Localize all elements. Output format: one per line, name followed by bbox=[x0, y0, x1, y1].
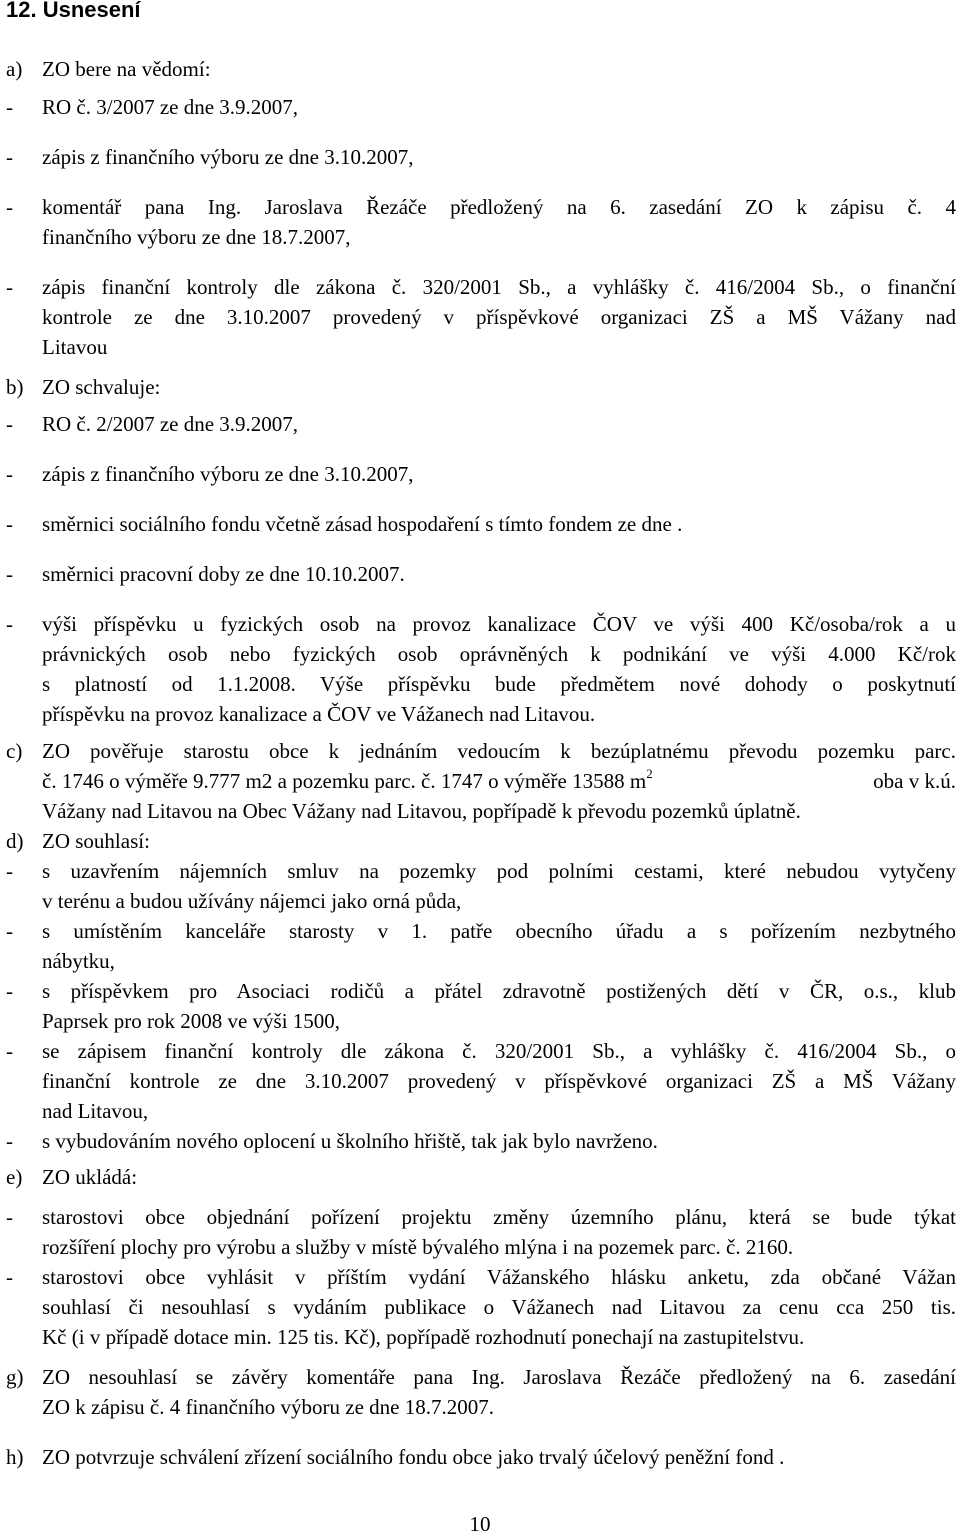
dash: - bbox=[6, 859, 13, 883]
section-e-title: ZO ukládá: bbox=[42, 1165, 138, 1189]
list-item-continuation: nábytku, bbox=[42, 949, 115, 973]
section-heading: 12. Usnesení bbox=[6, 0, 141, 22]
page-number: 10 bbox=[469, 1512, 491, 1536]
dash: - bbox=[6, 462, 13, 486]
dash: - bbox=[6, 612, 13, 636]
list-item: - směrnici sociálního fondu včetně zásad hospodaření s tímto fondem ze dne . bbox=[6, 512, 683, 536]
list-item-continuation: Litavou bbox=[42, 335, 108, 359]
list-item-continuation: rozšíření plochy pro výrobu a služby v místě bývalého mlýna i na pozemek parc. č. 2160. bbox=[42, 1235, 794, 1259]
list-item: - zápis z finančního výboru ze dne 3.10.2007, bbox=[6, 145, 414, 169]
list-item-continuation: kontrole ze dne 3.10.2007 provedený v příspěvkové organizaci ZŠ a MŠ Vážany nad bbox=[42, 305, 956, 329]
list-item: - s vybudováním nového oplocení u školního hřiště, tak jak bylo navrženo. bbox=[6, 1129, 658, 1153]
section-b-title-line bbox=[0, 373, 960, 401]
dash: - bbox=[6, 1205, 13, 1229]
section-b-title: ZO schvaluje: bbox=[42, 375, 161, 399]
list-item: - RO č. 3/2007 ze dne 3.9.2007, bbox=[6, 95, 299, 119]
section-c-line: č. 1746 o výměře 9.777 m2 a pozemku parc. č. 1747 o výměře 13588 $m^2$ oba v k.ú. bbox=[42, 766, 956, 793]
section-c-marker: c) bbox=[6, 739, 23, 763]
list-item-continuation: právnických osob nebo fyzických osob oprávněných k podnikání ve výši 4.000 Kč/rok bbox=[42, 642, 956, 666]
dash: - bbox=[6, 1039, 13, 1063]
section-a-marker: a) bbox=[6, 57, 23, 81]
dash: - bbox=[6, 1265, 13, 1289]
section-g-marker: g) bbox=[6, 1365, 24, 1389]
list-item-continuation: v terénu a budou užívány nájemci jako orná půda, bbox=[42, 889, 462, 913]
list-item: - RO č. 2/2007 ze dne 3.9.2007, bbox=[6, 412, 299, 436]
list-item-continuation: finančního výboru ze dne 18.7.2007, bbox=[42, 225, 351, 249]
list-item-continuation: Paprsek pro rok 2008 ve výši 1500, bbox=[42, 1009, 341, 1033]
section-h-line: h) ZO potvrzuje schválení zřízení sociálního fondu obce jako trvalý účelový peněžní fond . bbox=[6, 1445, 785, 1469]
section-e-marker: e) bbox=[6, 1165, 23, 1189]
list-item: - s umístěním kanceláře starosty v 1. patře obecního úřadu a s pořízením nezbytného bbox=[6, 919, 956, 943]
list-item-continuation: nad Litavou, bbox=[42, 1099, 149, 1123]
dash: - bbox=[6, 412, 13, 436]
list-item-continuation: s platností od 1.1.2008. Výše příspěvku bude předmětem nové dohody o poskytnutí bbox=[42, 672, 956, 696]
list-item: - směrnici pracovní doby ze dne 10.10.2007. bbox=[6, 562, 405, 586]
dash: - bbox=[6, 95, 13, 119]
section-d-marker: d) bbox=[6, 829, 24, 853]
dash: - bbox=[6, 919, 13, 943]
section-e-title-line bbox=[0, 1163, 960, 1191]
section-d-title-line bbox=[0, 827, 960, 855]
list-item-continuation: příspěvku na provoz kanalizace a ČOV ve Vážanech nad Litavou. bbox=[42, 702, 596, 726]
list-item-continuation: souhlasí či nesouhlasí s vydáním publikace o Vážanech nad Litavou za cenu cca 250 tis. bbox=[42, 1295, 956, 1319]
list-item: - zápis finanční kontroly dle zákona č. 320/2001 Sb., a vyhlášky č. 416/2004 Sb., o finanční bbox=[6, 275, 956, 299]
section-d-title: ZO souhlasí: bbox=[42, 829, 150, 853]
list-item: - s příspěvkem pro Asociaci rodičů a přátel zdravotně postižených dětí v ČR, o.s., klub bbox=[6, 979, 956, 1003]
section-g-line: ZO k zápisu č. 4 finančního výboru ze dne 18.7.2007. bbox=[42, 1395, 494, 1419]
list-item-continuation: Kč (i v případě dotace min. 125 tis. Kč), popřípadě rozhodnutí ponechají na zastupitelstvu. bbox=[42, 1325, 805, 1349]
list-item: - zápis z finančního výboru ze dne 3.10.2007, bbox=[6, 462, 414, 486]
section-b-marker: b) bbox=[6, 375, 24, 399]
section-c-line: c) ZO pověřuje starostu obce k jednáním vedoucím k bezúplatnému převodu pozemku parc. bbox=[6, 739, 956, 763]
dash: - bbox=[6, 512, 13, 536]
list-item: - se zápisem finanční kontroly dle zákona č. 320/2001 Sb., a vyhlášky č. 416/2004 Sb., o bbox=[6, 1039, 956, 1063]
list-item: - starostovi obce vyhlásit v příštím vydání Vážanského hlásku anketu, zda občané Vážan bbox=[6, 1265, 956, 1289]
list-item: - výši příspěvku u fyzických osob na provoz kanalizace ČOV ve výši 400 Kč/osoba/rok a u bbox=[6, 612, 956, 636]
superscript: 2 bbox=[646, 766, 653, 781]
list-item-continuation: finanční kontrole ze dne 3.10.2007 provedený v příspěvkové organizaci ZŠ a MŠ Vážany bbox=[42, 1069, 956, 1093]
section-a-title: ZO bere na vědomí: bbox=[42, 57, 211, 81]
dash: - bbox=[6, 145, 13, 169]
dash: - bbox=[6, 562, 13, 586]
section-c-line: Vážany nad Litavou na Obec Vážany nad Litavou, popřípadě k převodu pozemků úplatně. bbox=[42, 799, 801, 823]
dash: - bbox=[6, 979, 13, 1003]
dash: - bbox=[6, 275, 13, 299]
list-item: - komentář pana Ing. Jaroslava Řezáče předložený na 6. zasedání ZO k zápisu č. 4 bbox=[6, 195, 956, 219]
section-h-marker: h) bbox=[6, 1445, 24, 1469]
dash: - bbox=[6, 195, 13, 219]
section-g-line: g) ZO nesouhlasí se závěry komentáře pana Ing. Jaroslava Řezáče předložený na 6. zasedání bbox=[6, 1365, 956, 1389]
section-a-title-line bbox=[0, 55, 960, 83]
dash: - bbox=[6, 1129, 13, 1153]
list-item: - s uzavřením nájemních smluv na pozemky pod polními cestami, které nebudou vytyčeny bbox=[6, 859, 956, 883]
list-item: - starostovi obce objednání pořízení projektu změny územního plánu, která se bude týkat bbox=[6, 1205, 956, 1229]
